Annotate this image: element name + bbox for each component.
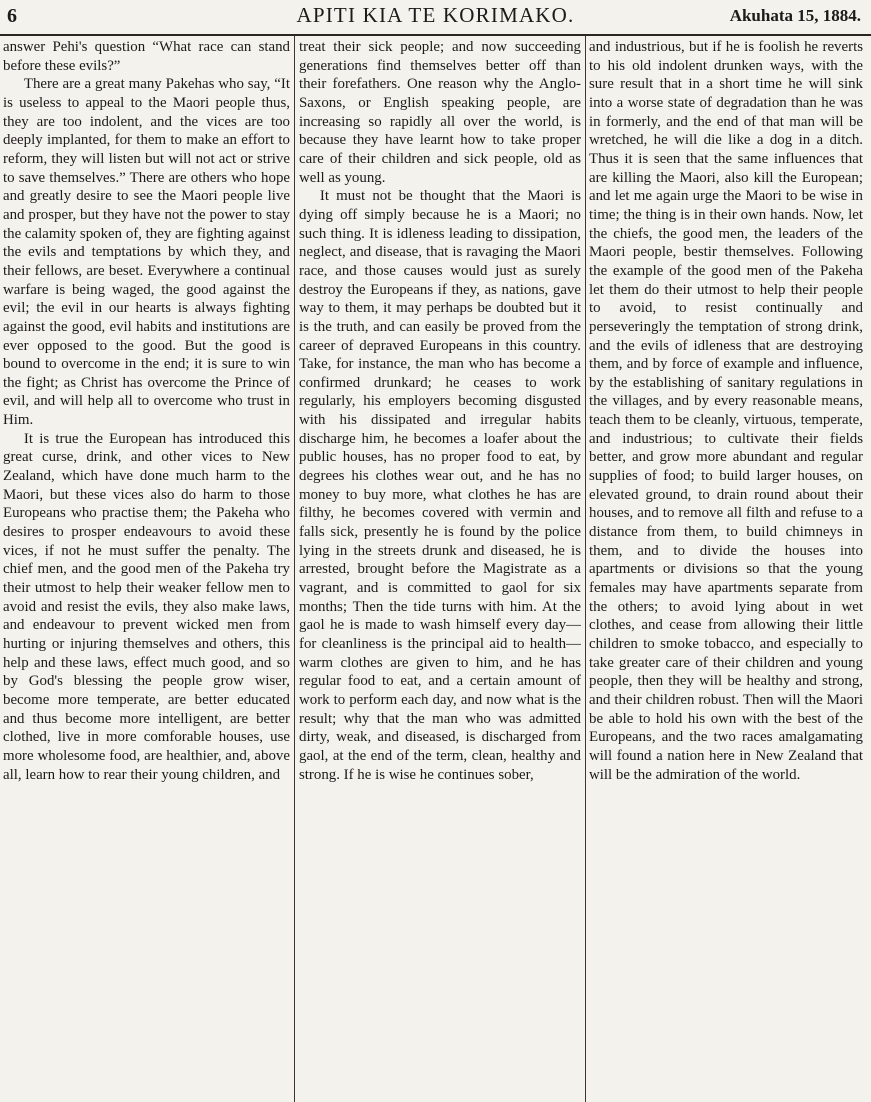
column-divider	[585, 36, 586, 1102]
paragraph: It is true the European has introduced this great curse, drink, and other vices to New Zealand, which have done much harm to the Maori, but these vices also do harm to those Europeans who practise them; the Pakeha who desires to prosper endeavours to avoid these vices, if not he must suffer the penalty. The chief men, and the good men of the Pakeha try their utmost to help their weaker fellow men to avoid and resist the evils, they also make laws, and endeavour to prevent wicked men from hurting or injuring themselves and others, this help and these laws, effect much good, and so by God's blessing the people grow wiser, become more temperate, are better educated and thus become more intelligent, are better clothed, live in more comforable houses, use more wholesome food, are healthier, and, above all, learn how to rear their young children, and	[3, 430, 290, 783]
page-number: 6	[7, 5, 17, 27]
paragraph: There are a great many Pakehas who say, “It is useless to appeal to the Maori people thus, they are too indolent, and the vices are too deeply implanted, for them to make an effort to reform, they will listen but will not act or strive to save themselves.” There are others who hope and greatly desire to see the Maori people live and prosper, but they have not the power to stay the calamity spoken of, they are fighting against the evils and temptations by which they, and their fellows, are beset. Everywhere a continual warfare is being waged, the good against the evil; the evil in our hearts is always fighting against the good, evil habits and institutions are ever opposed to the good. But the good is bound to overcome in the end; it is sure to win the fight; as Christ has overcome the Prince of evil, and will help all to overcome who trust in Him.	[3, 76, 290, 429]
header-rule	[0, 34, 871, 36]
issue-date: Akuhata 15, 1884.	[729, 6, 861, 25]
paragraph: and industrious, but if he is foolish he reverts to his old indolent drunken ways, with the sure result that in a short time he will sink into a worse state of degradation than he was in formerly, and the end of that man will be wretched, he will die like a dog in a ditch. Thus it is seen that the same influences that are killing the Maori, also kill the European; and let me again urge the Maori to be wise in time; the thing is in their own hands. Now, let the chiefs, the good men, the leaders of the Maori people, bestir themselves. Following the example of the good men of the Pakeha let them do their utmost to help their people to avoid, to resist continually and perseveringly the temptation of strong drink, and the evils of idleness that are destroying them, and by force of example and influence, by the establishing of sanitary regulations in the villages, and by every reasonable means, teach them to be cleanly, virtuous, temperate, and industrious; to cultivate their fields better, and grow more abundant and regular supplies of food; to build larger houses, on elevated ground, to drain round about their houses, and to remove all filth and refuse to a distance from them, to build chimneys in them, and to divide the houses into apartments or divisions so that the young females may have apartments separate from the others; to avoid lying about in wet clothes, and cease from allowing their little children to smoke tobacco, and especially to take greater care of their children and young people, then they will be healthy and strong, and their children robust. Then will the Maori be able to hold his own with the best of the Europeans, and the two races amalgamating will found a nation here in New Zealand that will be the admiration of the world.	[589, 39, 863, 783]
newspaper-title: APITI KIA TE KORIMAKO.	[296, 3, 575, 27]
paragraph: treat their sick people; and now succeeding generations find themselves better off than their forefathers. One reason why the Anglo-Saxons, or English speaking people, are increasing so rapidly all over the world, is because they have learnt how to take proper care of their children and sick people, old as well as young.	[299, 39, 581, 186]
column-divider	[294, 36, 295, 1102]
page-header	[0, 0, 871, 34]
article-column-3	[589, 38, 863, 1102]
article-column-2	[299, 38, 581, 1102]
paragraph: answer Pehi's question “What race can stand before these evils?”	[3, 39, 290, 74]
paragraph: It must not be thought that the Maori is dying off simply because he is a Maori; no such thing. It is idleness leading to dissipation, neglect, and disease, that is ravaging the Maori race, and those causes would just as surely destroy the Europeans if they, as nations, gave way to them, it may perhaps be doubted but it is the truth, and can easily be proved from the career of depraved Europeans in this country. Take, for instance, the man who has become a confirmed drunkard; he ceases to work regularly, his employers becoming disgusted with his dissipated and irregular habits discharge him, he becomes a loafer about the public houses, has no proper food to eat, by degrees his clothes wear out, and he has no money to buy more, what clothes he has are filthy, he becomes covered with vermin and falls sick, presently he is found by the police lying in the streets drunk and diseased, he is arrested, brought before the Magistrate as a vagrant, and is committed to gaol for six months; Then the tide turns with him. At the gaol he is made to wash himself every day—for cleanliness is the principal aid to health—warm clothes are given to him, and he has regular food to eat, and a certain amount of work to perform each day, and now what is the result; why that the man who was admitted dirty, weak, and diseased, is discharged from gaol, at the end of the term, clean, healthy and strong. If he is wise he continues sober,	[299, 188, 581, 783]
article-column-1	[3, 38, 290, 1102]
